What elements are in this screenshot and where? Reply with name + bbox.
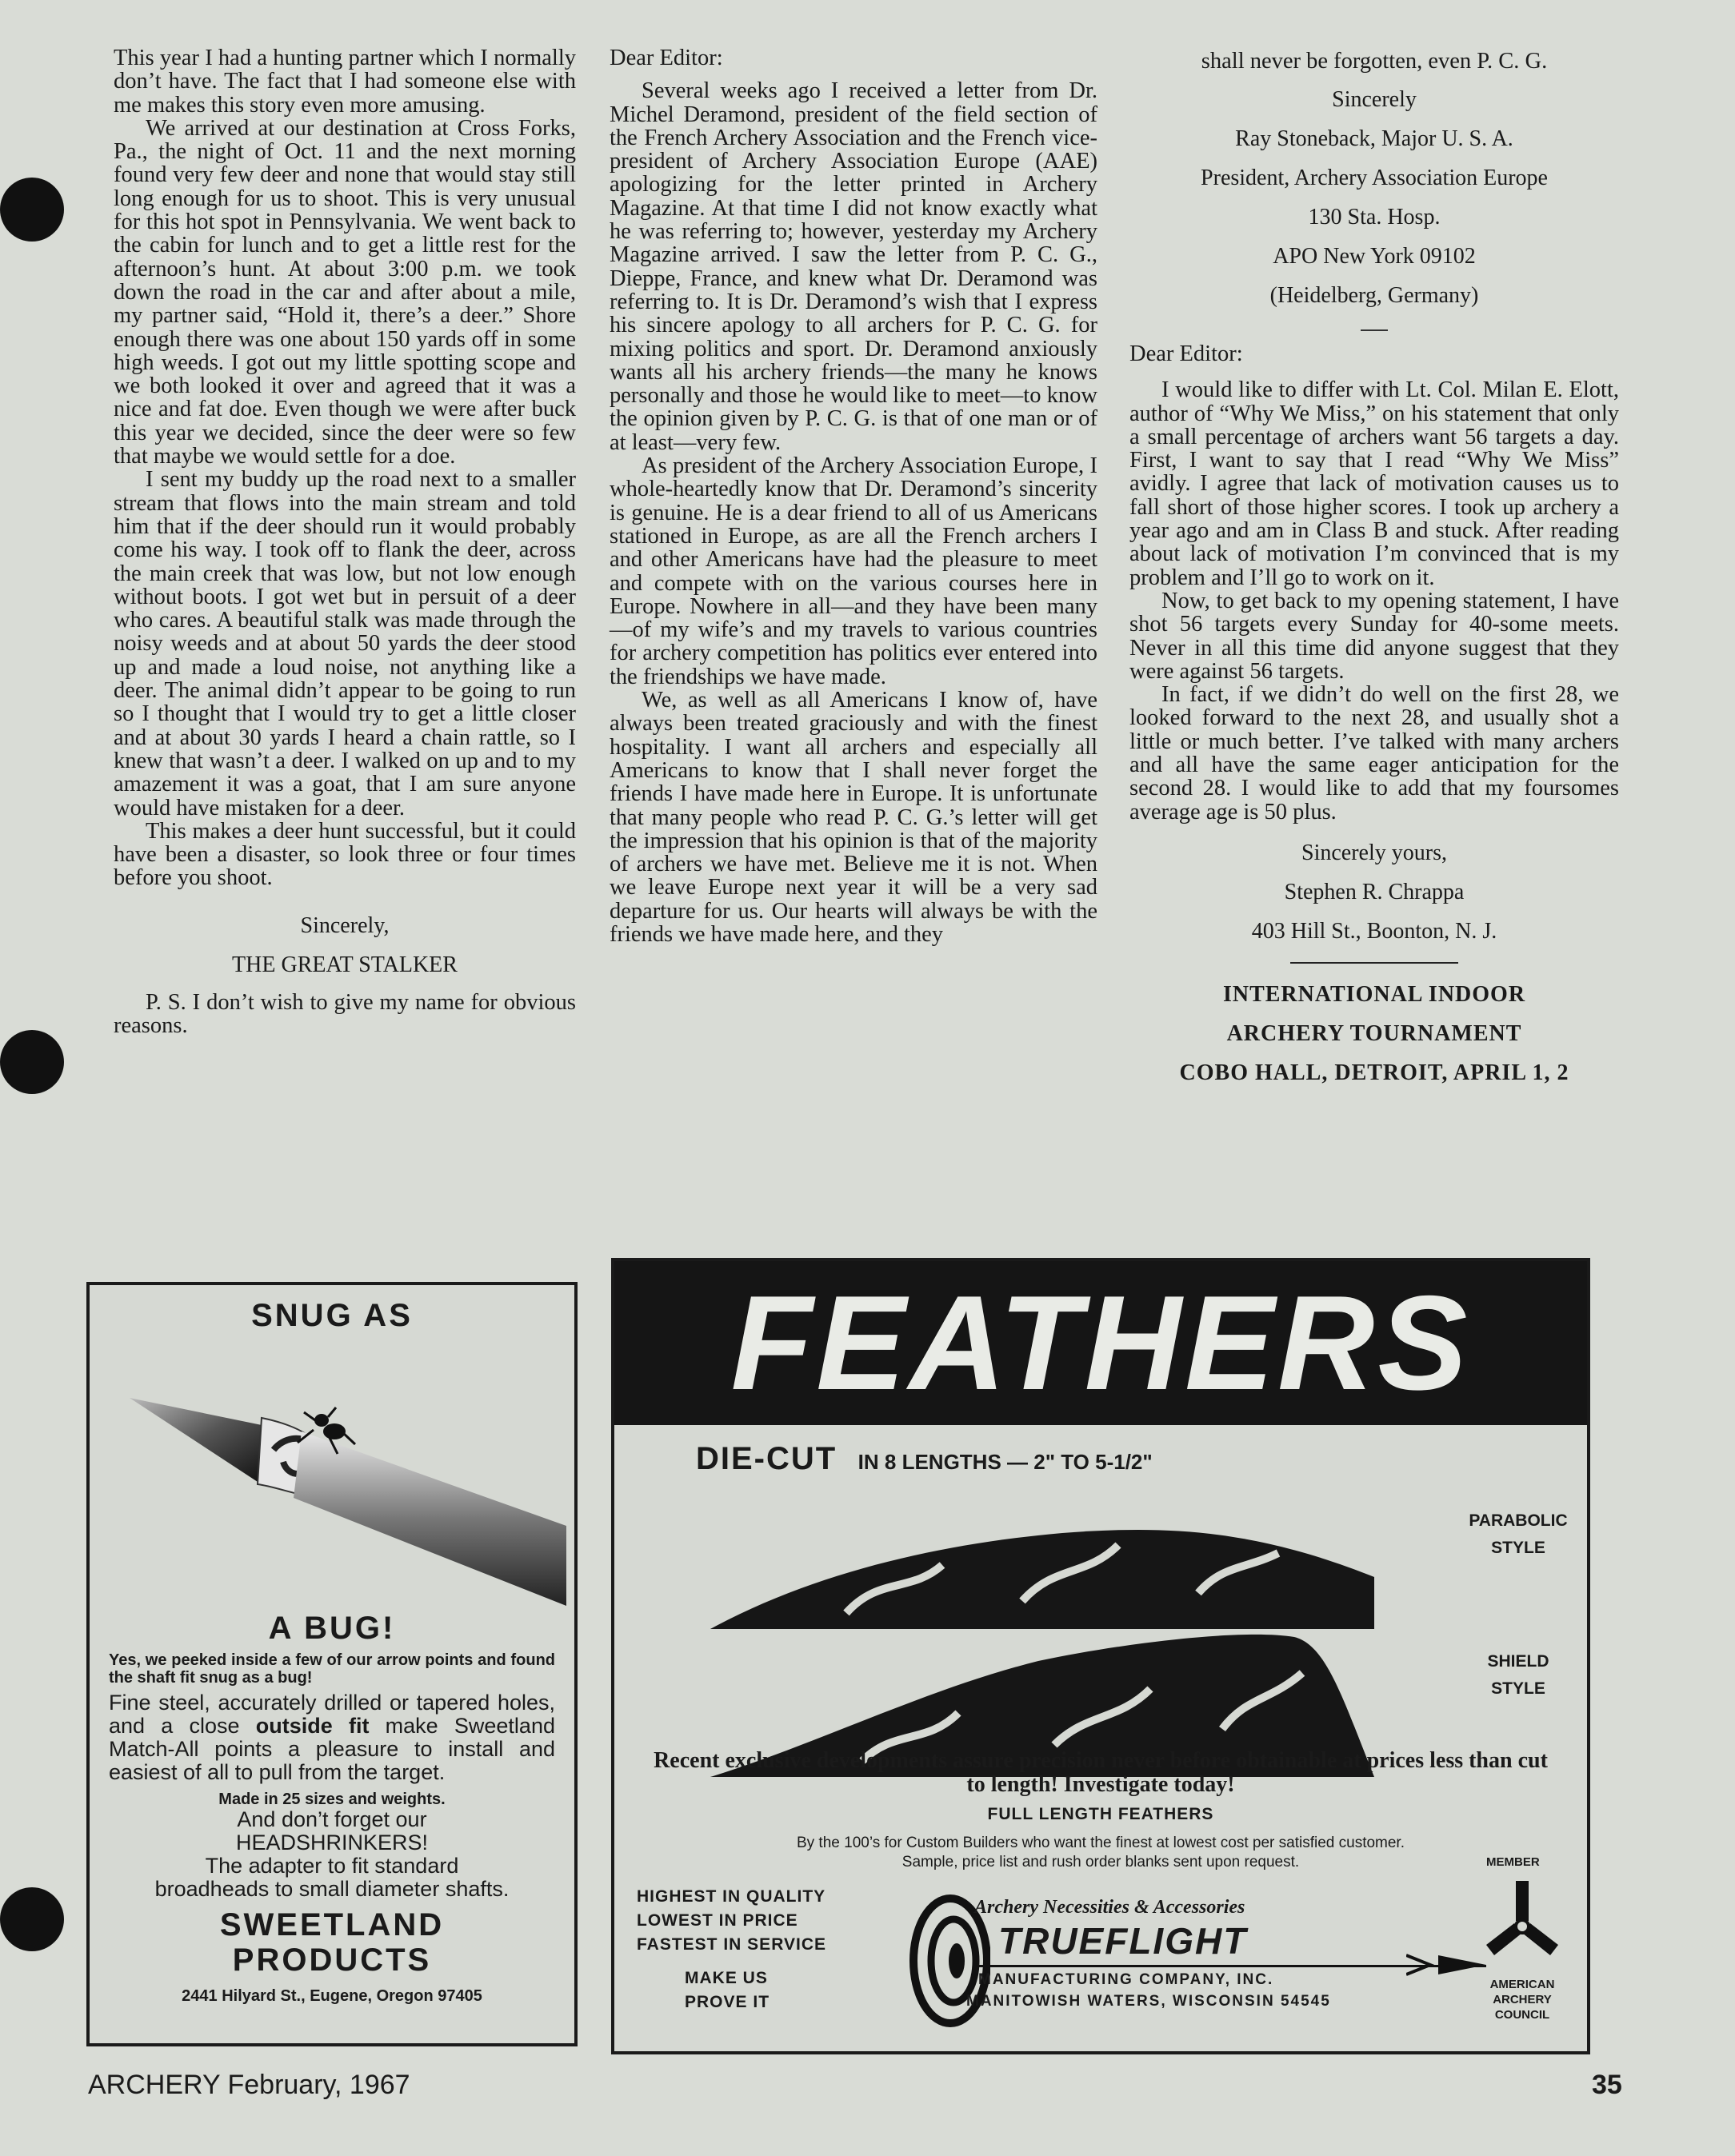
paragraph: Now, to get back to my opening statement, I have shot 56 targets every Sunday for 40-some meets. Never in all this time did anyone suggest that they were against 56 targets. [1129, 588, 1619, 684]
ad-sizes: Made in 25 sizes and weights. [218, 1791, 446, 1808]
council-label: AMERICAN ARCHERY COUNCIL [1489, 1978, 1555, 2022]
column-1 [114, 46, 576, 1037]
paragraph: I sent my buddy up the road next to a smaller stream that flows into the main stream and told him that if the deer should run it would probably come his way. I took off to flank the deer, across the main creek that was low, but not low enough without boots. I got wet but in persuit of a deer who cares. A beautiful stalk was made through the noisy weeds and at about 50 yards the deer stood up and made a loud noise, not anything like a deer. The animal didn’t appear to be going to run so I thought that I would try to get a little closer and at about 30 yards I heard a chain rattle, so I knew that wasn’t a deer. I walked on up and to my amazement it was a goat, that I am sure anyone would have mistaken for a deer. [114, 467, 576, 820]
ad-reminder: broadheads to small diameter shafts. [154, 1877, 510, 1901]
company-name: MANUFACTURING COMPANY, INC. [978, 1971, 1274, 1988]
paragraph: I would like to differ with Lt. Col. Milan E. Elott, author of “Why We Miss,” on his statement that only a small percentage of archers want 56 targets a day. First, I want to say that I read “Why We Miss” avidly. I agree that lack of motivation causes us to fall short of those higher scores. I took up archery a year ago and am in Class B and stuck. After reading about lack of motivation I’m convinced that is my problem and I’ll go to work on it. [1129, 377, 1619, 590]
custom-builders-text: By the 100’s for Custom Builders who want the finest at lowest cost per satisfied customer. Sample, price list and rush order blanks sent upon request. [796, 1835, 1405, 1871]
author-address: 403 Hill St., Boonton, N. J. [1251, 918, 1497, 944]
company-name: PRODUCTS [232, 1942, 432, 1978]
divider [1361, 329, 1388, 331]
ad-reminder: HEADSHRINKERS! [235, 1831, 429, 1855]
sweetland-ad [86, 1282, 578, 2046]
company-name: SWEETLAND [219, 1907, 445, 1942]
paragraph: This makes a deer hunt successful, but it could have been a disaster, so look three or four times before you shoot. [114, 818, 576, 891]
postscript: P. S. I don’t wish to give my name for obvious reasons. [114, 989, 576, 1038]
author-name: Stephen R. Chrappa [1284, 879, 1465, 904]
notice-line: ARCHERY TOURNAMENT [1226, 1020, 1522, 1046]
column-3 [1129, 46, 1619, 1092]
author-title: President, Archery Association Europe [1201, 166, 1548, 190]
binder-hole-top [0, 178, 64, 242]
arrow-point-photo [98, 1342, 566, 1606]
sign-off: Sincerely [1332, 87, 1417, 112]
slogans: HIGHEST IN QUALITY LOWEST IN PRICE FASTEST IN SERVICE MAKE US PROVE IT [637, 1887, 826, 2011]
full-length-heading: FULL LENGTH FEATHERS [987, 1805, 1214, 1823]
binder-hole-bottom [0, 1887, 64, 1951]
sign-off: Sincerely yours, [1301, 840, 1447, 865]
company-address: 2441 Hilyard St., Eugene, Oregon 97405 [182, 1987, 482, 2005]
ad-body: Fine steel, accurately drilled or tapered holes, and a close outside fit make Sweetland Match-All points a pleasure to install and easiest of all to pull from the target. [109, 1691, 555, 1784]
arrow-head-icon [1406, 1949, 1486, 1981]
tagline: Archery Necessities & Accessories [974, 1897, 1245, 1918]
footer-magazine: ARCHERY February, 1967 [88, 2070, 410, 2100]
notice-line: COBO HALL, DETROIT, APRIL 1, 2 [1179, 1060, 1569, 1085]
binder-hole-middle [0, 1030, 64, 1094]
paragraph: Several weeks ago I received a letter from Dr. Michel Deramond, president of the field section of the French Archery Association and the French vice-president of Archery Association Europe (AAE) apologizing for the letter printed in Archery Magazine. At that time I did not know exactly what he was referring to; however, yesterday my Archery Magazine arrived. I saw the letter from P. C. G., Dieppe, France, and knew what Dr. Deramond was referring to. It is Dr. Deramond’s wish that I express his sincere apology to all archers for P. C. G. for mixing politics and sport. Dr. Deramond anxiously wants all his archery friends—the many he knows personally and those he would like to meet—to know the opinion given by P. C. G. is that of one man or of at least—very few. [610, 78, 1097, 455]
company-location: MANITOWISH WATERS, WISCONSIN 54545 [966, 1993, 1331, 2010]
paragraph: As president of the Archery Association Europe, I whole-heartedly know that Dr. Deramond’s sincerity is genuine. He is a dear friend to all of us Americans stationed in Europe, as are all the French archers I and other Americans have had the pleasure to meet and compete with on the various courses here in Europe. Nowhere in all—and they have been many—of my wife’s and my travels to various countries for archery competition has politics ever entered into the friendships we have made. [610, 453, 1097, 689]
closing: Sincerely, [300, 912, 390, 938]
salutation: Dear Editor: [1129, 341, 1243, 366]
signature: THE GREAT STALKER [232, 952, 458, 977]
ad-pitch: Recent exclusive developments assure precision never before obtainable at prices less than cut to length! Investigate today! [654, 1748, 1548, 1797]
ad-headline-bottom: A BUG! [268, 1611, 396, 1646]
arrow-bug-icon [98, 1342, 566, 1606]
paragraph: In fact, if we didn’t do well on the first 28, we looked forward to the next 28, and usually shot a little or much better. I’ve talked with many archers and all have the same eager anticipation for the second 28. I would like to add that my foursomes average age is 50 plus. [1129, 682, 1619, 824]
page-number: 35 [1592, 2070, 1622, 2100]
paragraph: We arrived at our destination at Cross Forks, Pa., the night of Oct. 11 and the next morning found very few deer and none that would stay still long enough for us to shoot. This is very unusual for this hot spot in Pennsylvania. We went back to the cabin for lunch and to get a little rest for the afternoon’s hunt. At about 3:00 p.m. we took down the road in the car and after about a mile, my partner said, “Hold it, there’s a deer.” Shore enough there was one about 150 yards off in some high weeds. I got out my little spotting scope and we both looked it over and agreed that it was a nice and fat doe. Even though we were after buck this year we decided, since the deer were so few that maybe we would settle for a doe. [114, 115, 576, 469]
diecut-line: DIE-CUT IN 8 LENGTHS — 2" TO 5-1/2" [696, 1441, 1153, 1476]
style-label-shield: SHIELD STYLE [1487, 1652, 1549, 1698]
column-2 [610, 46, 1097, 946]
notice-line: INTERNATIONAL INDOOR [1222, 981, 1526, 1007]
ad-small-text: Yes, we peeked inside a few of our arrow points and found the shaft fit snug as a bug! [109, 1651, 555, 1687]
paragraph: We, as well as all Americans I know of, have always been treated graciously and with the finest hospitality. I want all archers and especially all Americans to know that I shall never forget the friends I have made here in Europe. It is unfortunate that many people who read P. C. G.’s letter will get the impression that his opinion is that of the majority of archers we have met. Believe me it is not. When we leave Europe next year it will be a very sad departure for us. Our hearts will always be with the friends we have made here, and they [610, 688, 1097, 947]
archery-council-logo-icon [1478, 1877, 1566, 1969]
ad-headline-top: SNUG AS [251, 1298, 413, 1333]
feathers-banner: FEATHERS [614, 1261, 1587, 1425]
divider [1290, 962, 1458, 964]
trueflight-brand: TRUEFLIGHT [998, 1920, 1248, 1962]
letter-continuation: shall never be forgotten, even P. C. G. [1201, 49, 1548, 74]
member-label: MEMBER [1486, 1855, 1540, 1869]
author-address: (Heidelberg, Germany) [1269, 283, 1479, 308]
author-name: Ray Stoneback, Major U. S. A. [1235, 126, 1513, 151]
author-address: APO New York 09102 [1273, 244, 1476, 269]
ad-reminder: And don’t forget our [237, 1807, 427, 1831]
style-label-parabolic: PARABOLIC STYLE [1469, 1511, 1568, 1557]
salutation: Dear Editor: [610, 46, 723, 70]
trueflight-ad [611, 1258, 1590, 2054]
paragraph: This year I had a hunting partner which I normally don’t have. The fact that I had someone else with me makes this story even more amusing. [114, 46, 576, 118]
ad-reminder: The adapter to fit standard [205, 1854, 459, 1878]
author-address: 130 Sta. Hosp. [1308, 205, 1441, 230]
